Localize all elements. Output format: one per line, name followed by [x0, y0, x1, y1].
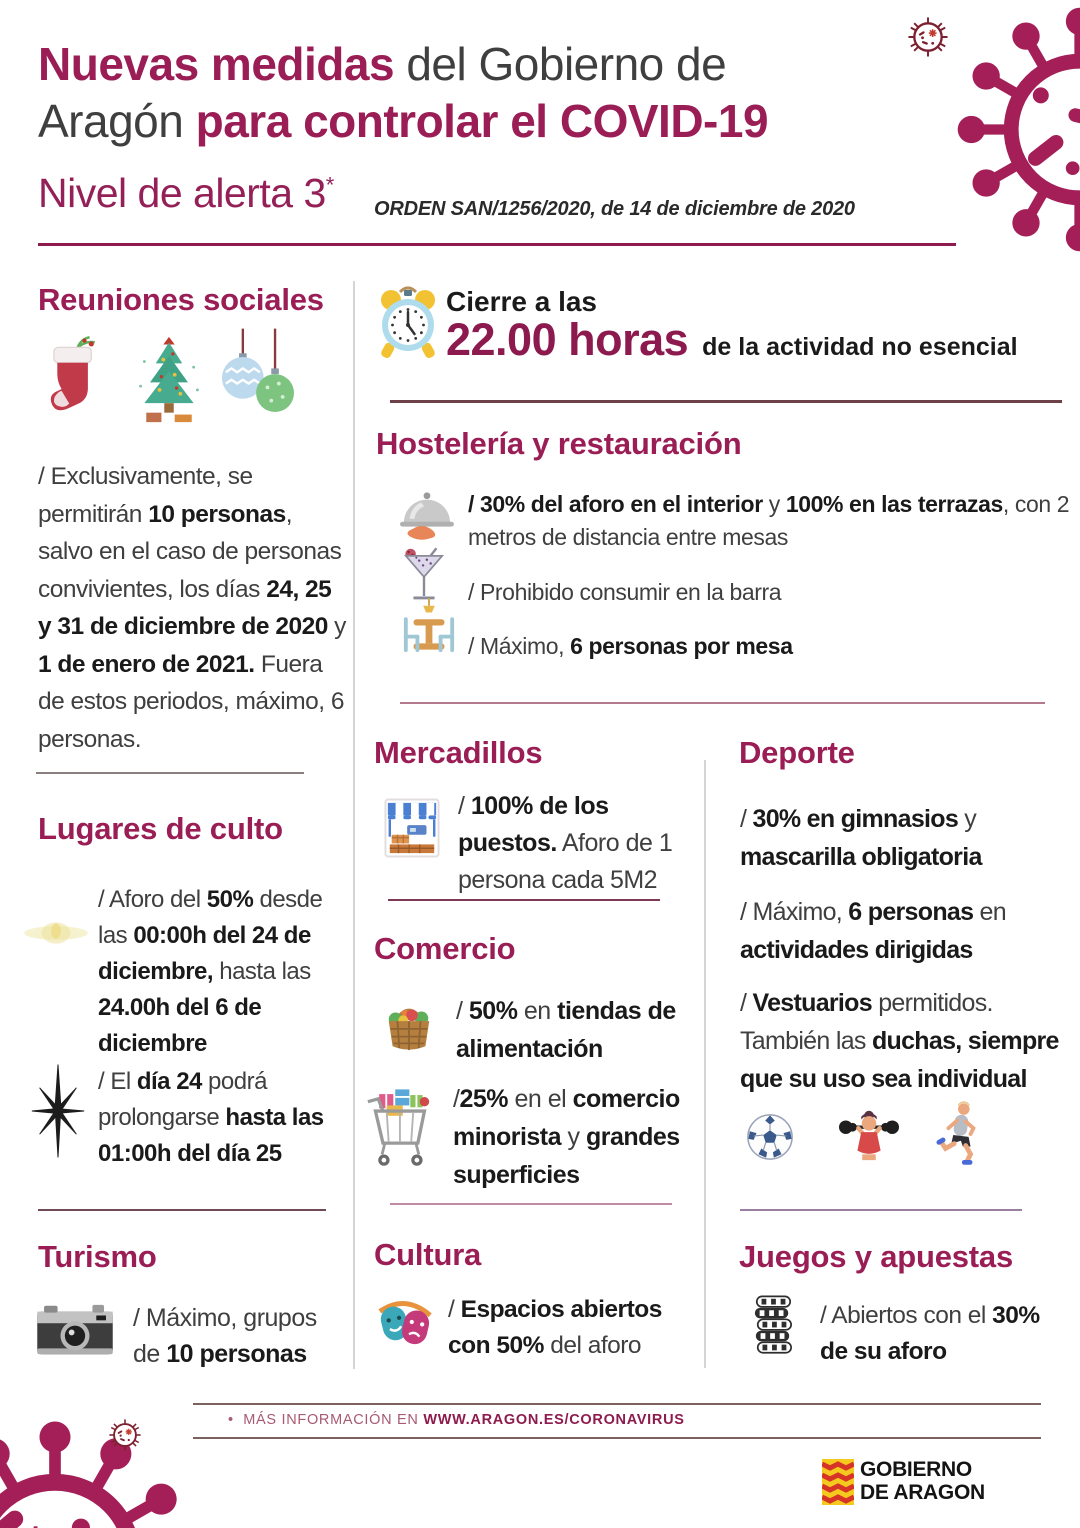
- christmas-tree-icon: [133, 333, 205, 426]
- hosteleria-item-2: / Prohibido consumir en la barra: [468, 579, 782, 605]
- virus-large-icon: [0, 1415, 200, 1528]
- weightlifter-icon: [836, 1104, 902, 1164]
- deporte-item-2: / Máximo, 6 personas en actividades dirigidas: [740, 898, 1006, 964]
- culto-item-1: / Aforo del 50% desde las 00:00h del 24 de diciembre, hasta las 24.00h del 6 de diciembre: [98, 886, 323, 1057]
- section-divider: [400, 702, 1045, 704]
- baubles-icon: [222, 328, 294, 424]
- juegos-item-1: / Abiertos con el 30% de su aforo: [820, 1302, 1040, 1365]
- alarm-clock-icon: [374, 283, 442, 361]
- section-title-hosteleria: Hostelería y restauración: [376, 426, 742, 461]
- virus-small-icon: [903, 12, 953, 62]
- column-divider: [353, 281, 355, 1369]
- section-title-turismo: Turismo: [38, 1239, 157, 1274]
- table-chairs-icon: [394, 598, 464, 654]
- alert-level: Nivel de alerta 3*: [38, 170, 334, 216]
- market-stall-icon: [384, 798, 440, 858]
- comercio-item-2: /25% en el comercio minorista y grandes superficies: [453, 1085, 680, 1189]
- closure-line: [446, 314, 1018, 366]
- cocktail-icon: [402, 546, 446, 604]
- order-reference: ORDEN SAN/1256/2020, de 14 de diciembre de 2020: [374, 198, 855, 220]
- section-title-reuniones: Reuniones sociales: [38, 282, 324, 317]
- section-divider: [390, 400, 1062, 403]
- hosteleria-item-3: / Máximo, 6 personas por mesa: [468, 633, 793, 659]
- section-title-culto: Lugares de culto: [38, 811, 283, 846]
- section-title-juegos: Juegos y apuestas: [739, 1239, 1013, 1274]
- food-basket-icon: [382, 994, 436, 1056]
- virus-large-icon: [952, 2, 1080, 257]
- footer-divider-top: [193, 1403, 1041, 1405]
- runner-icon: [934, 1100, 984, 1168]
- section-title-mercadillos: Mercadillos: [374, 735, 543, 770]
- logo-line2: DE ARAGON: [860, 1481, 985, 1504]
- turismo-item-1: / Máximo, grupos de 10 personas: [133, 1304, 317, 1368]
- virus-small-icon: [105, 1415, 145, 1455]
- government-logo-text: [860, 1458, 985, 1504]
- section-divider: [38, 1209, 326, 1211]
- footer-info-url: WWW.ARAGON.ES/CORONAVIRUS: [423, 1412, 685, 1428]
- header-divider: [38, 243, 956, 246]
- culto-item-2: / El día 24 podrá prolongarse hasta las 01:00h del día 25: [98, 1068, 324, 1167]
- hosteleria-item-1: / 30% del aforo en el interior y 100% en las terrazas, con 2 metros de distancia entre mesas: [468, 491, 1070, 550]
- comercio-item-1: / 50% en tiendas de alimentación: [456, 997, 676, 1063]
- section-title-comercio: Comercio: [374, 931, 516, 966]
- camera-icon: [36, 1300, 114, 1360]
- section-title-cultura: Cultura: [374, 1237, 482, 1272]
- bullet-icon: •: [228, 1412, 234, 1428]
- closure-scope: de la actividad no esencial: [702, 333, 1018, 361]
- cultura-item-1: / Espacios abiertos con 50% del aforo: [448, 1296, 662, 1359]
- page-title-line1: Nuevas medidas del Gobierno de: [38, 38, 727, 90]
- closure-intro: Cierre a las: [446, 286, 597, 317]
- christmas-stocking-icon: [42, 330, 110, 426]
- page-title: [38, 36, 908, 150]
- deporte-item-3: / Vestuarios permitidos. También las duchas, siempre que su uso sea individual: [740, 989, 1059, 1093]
- star-burst-icon: [28, 1062, 88, 1160]
- section-divider: [388, 899, 660, 901]
- column-divider: [704, 760, 706, 1368]
- section-title-deporte: Deporte: [739, 735, 855, 770]
- poker-chips-icon: [752, 1294, 794, 1358]
- aragon-flag-icon: [822, 1459, 854, 1505]
- theater-masks-icon: [374, 1292, 436, 1352]
- footer-divider-bottom: [193, 1437, 1041, 1439]
- section-divider: [36, 772, 304, 774]
- soccer-ball-icon: [745, 1112, 795, 1162]
- candle-glow-icon: [22, 906, 90, 960]
- section-divider: [740, 1209, 1022, 1211]
- mercadillos-item-1: / 100% de los puestos. Aforo de 1 persona cada 5M2: [458, 792, 673, 894]
- footer-info: [228, 1412, 685, 1428]
- section-divider: [390, 1203, 672, 1205]
- deporte-item-1: / 30% en gimnasios y mascarilla obligatoria: [740, 805, 982, 871]
- alert-footnote-mark: *: [325, 172, 334, 198]
- closure-time: 22.00 horas: [446, 314, 689, 365]
- logo-line1: GOBIERNO: [860, 1458, 972, 1481]
- reuniones-body: / Exclusivamente, se permitirán 10 personas, salvo en el caso de personas convivientes, los días 24, 25 y 31 de diciembre de 2020 y 1 de enero de 2021. Fuera de estos periodos, máximo, 6 personas.: [38, 463, 346, 753]
- page-title-line2: Aragón para controlar el COVID-19: [38, 95, 769, 147]
- footer-info-label: MÁS INFORMACIÓN EN: [243, 1412, 424, 1428]
- cloche-icon: [396, 490, 456, 542]
- shopping-cart-icon: [366, 1086, 432, 1172]
